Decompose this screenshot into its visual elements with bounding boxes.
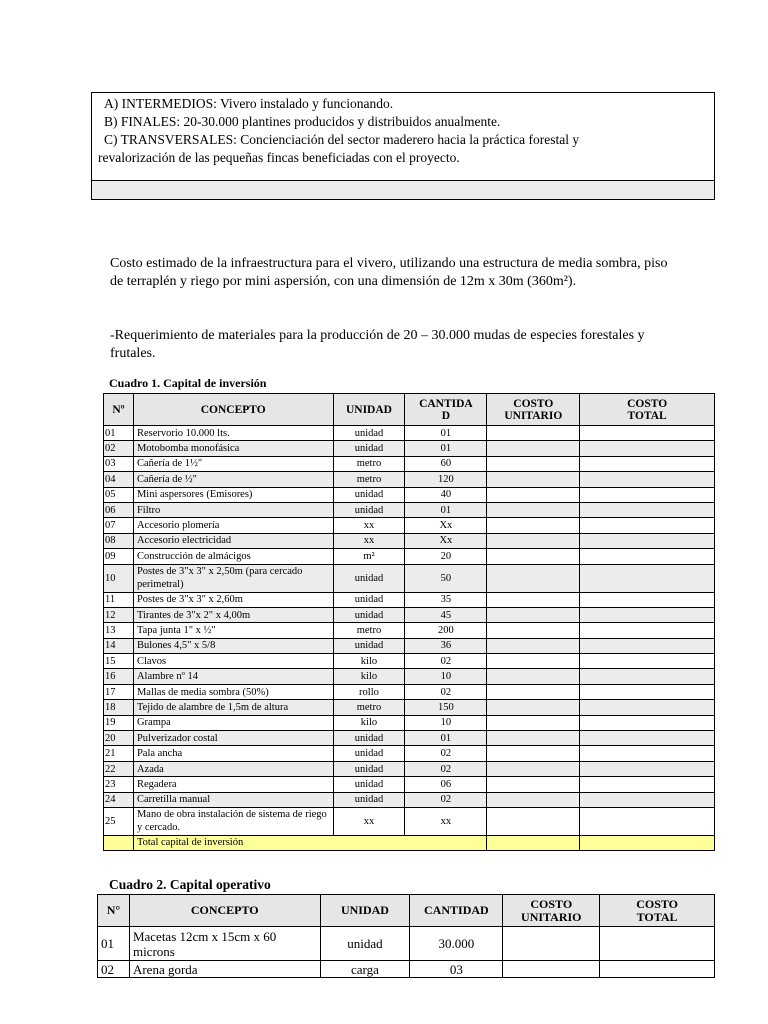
row-quantity: xx: [405, 807, 487, 835]
table-row: [104, 487, 715, 502]
row-quantity: 10: [405, 715, 487, 730]
header-total-cost: COSTO TOTAL: [600, 895, 715, 927]
row-quantity: 30.000: [410, 927, 503, 961]
row-quantity: 06: [405, 777, 487, 792]
investment-capital-table: [103, 393, 715, 851]
row-concept: Tapa junta 1" x ½": [133, 623, 333, 638]
row-unit-cost: [487, 700, 580, 715]
row-unit: unidad: [333, 777, 405, 792]
row-number: 06: [104, 502, 134, 517]
row-unit: metro: [333, 472, 405, 487]
row-concept: Mini aspersores (Emisores): [133, 487, 333, 502]
row-number: 25: [104, 807, 134, 835]
row-total-cost: [580, 684, 715, 699]
row-number: 02: [104, 441, 134, 456]
row-quantity: 02: [405, 761, 487, 776]
row-quantity: 02: [405, 654, 487, 669]
row-quantity: 01: [405, 731, 487, 746]
result-final: B) FINALES: 20-30.000 plantines producidos y distribuidos anualmente.: [104, 114, 501, 129]
row-unit: xx: [333, 533, 405, 548]
row-total-cost: [580, 487, 715, 502]
row-number: 21: [104, 746, 134, 761]
row-number: 11: [104, 592, 134, 607]
row-unit-cost: [487, 654, 580, 669]
row-unit-cost: [487, 623, 580, 638]
row-total-cost: [600, 927, 715, 961]
row-unit-cost: [503, 961, 600, 978]
row-unit: metro: [333, 456, 405, 471]
row-number: 10: [104, 564, 134, 592]
row-unit-cost: [487, 487, 580, 502]
row-number: 18: [104, 700, 134, 715]
row-total-cost: [580, 502, 715, 517]
row-total-cost: [580, 792, 715, 807]
row-concept: Cañería de 1½": [133, 456, 333, 471]
total-row: [104, 835, 715, 850]
row-quantity: 02: [405, 684, 487, 699]
row-unit-cost: [487, 502, 580, 517]
row-total-cost: [580, 441, 715, 456]
row-unit: unidad: [333, 792, 405, 807]
row-quantity: 35: [405, 592, 487, 607]
header-number: N°: [98, 895, 130, 927]
row-total-cost: [580, 669, 715, 684]
row-total-cost: [580, 607, 715, 622]
result-intermediate: A) INTERMEDIOS: Vivero instalado y funcionando.: [104, 96, 394, 111]
row-concept: Arena gorda: [129, 961, 320, 978]
row-total-cost: [580, 731, 715, 746]
infrastructure-cost-paragraph: Costo estimado de la infraestructura para el vivero, utilizando una estructura de media sombra, piso de terraplén y riego por mini aspersión, con una dimensión de 12m x 30m (360m²).: [110, 256, 668, 289]
row-number: 19: [104, 715, 134, 730]
row-unit: xx: [333, 518, 405, 533]
row-unit: kilo: [333, 669, 405, 684]
row-unit-cost: [487, 638, 580, 653]
row-total-cost: [580, 564, 715, 592]
row-concept: Postes de 3"x 3" x 2,60m: [133, 592, 333, 607]
row-concept: Postes de 3"x 3" x 2,50m (para cercado perimetral): [133, 564, 333, 592]
table-row: [104, 564, 715, 592]
row-quantity: 40: [405, 487, 487, 502]
row-total-cost: [580, 715, 715, 730]
row-total-cost: [580, 623, 715, 638]
row-quantity: 50: [405, 564, 487, 592]
row-number: 12: [104, 607, 134, 622]
table-row: [104, 715, 715, 730]
row-unit-cost: [487, 518, 580, 533]
row-unit-cost: [487, 715, 580, 730]
row-concept: Grampa: [133, 715, 333, 730]
row-unit: unidad: [333, 607, 405, 622]
header-quantity: CANTIDA D: [405, 394, 487, 426]
row-quantity: 02: [405, 746, 487, 761]
table-row: [104, 456, 715, 471]
row-unit-cost: [487, 441, 580, 456]
row-unit: xx: [333, 807, 405, 835]
row-unit: unidad: [333, 638, 405, 653]
results-content: [92, 93, 714, 181]
table-row: [98, 961, 715, 978]
row-total-cost: [580, 549, 715, 564]
row-number: 23: [104, 777, 134, 792]
row-concept: Accesorio plomería: [133, 518, 333, 533]
row-total-cost: [580, 746, 715, 761]
row-concept: Reservorio 10.000 lts.: [133, 426, 333, 441]
row-total-cost: [580, 777, 715, 792]
row-number: 14: [104, 638, 134, 653]
row-number: 03: [104, 456, 134, 471]
row-unit: unidad: [333, 441, 405, 456]
row-quantity: 01: [405, 441, 487, 456]
row-number: 07: [104, 518, 134, 533]
row-unit-cost: [503, 927, 600, 961]
table-row: [104, 441, 715, 456]
row-unit: carga: [320, 961, 410, 978]
table-row: [104, 807, 715, 835]
row-unit-cost: [487, 684, 580, 699]
row-unit: rollo: [333, 684, 405, 699]
header-concept: CONCEPTO: [129, 895, 320, 927]
row-quantity: Xx: [405, 518, 487, 533]
table1-header-row: [104, 394, 715, 426]
row-unit: unidad: [333, 592, 405, 607]
total-label: Total capital de inversión: [133, 835, 486, 850]
row-unit-cost: [487, 592, 580, 607]
row-concept: Clavos: [133, 654, 333, 669]
row-unit-cost: [487, 607, 580, 622]
table1-caption: Cuadro 1. Capital de inversión: [109, 376, 267, 390]
row-unit: unidad: [333, 564, 405, 592]
row-concept: Alambre nº 14: [133, 669, 333, 684]
header-unit: UNIDAD: [333, 394, 405, 426]
row-quantity: 01: [405, 502, 487, 517]
row-unit: unidad: [333, 502, 405, 517]
row-concept: Mallas de media sombra (50%): [133, 684, 333, 699]
row-concept: Accesorio electricidad: [133, 533, 333, 548]
row-number: 04: [104, 472, 134, 487]
table-row: [104, 502, 715, 517]
row-concept: Construcción de almácigos: [133, 549, 333, 564]
table-row: [104, 731, 715, 746]
row-quantity: Xx: [405, 533, 487, 548]
row-total-cost: [580, 700, 715, 715]
table-row: [104, 549, 715, 564]
row-unit: metro: [333, 700, 405, 715]
row-total-cost: [580, 472, 715, 487]
row-number: 01: [98, 927, 130, 961]
row-quantity: 10: [405, 669, 487, 684]
row-concept: Carretilla manual: [133, 792, 333, 807]
row-concept: Filtro: [133, 502, 333, 517]
header-number: Nº: [104, 394, 134, 426]
row-concept: Pala ancha: [133, 746, 333, 761]
row-concept: Pulverizador costal: [133, 731, 333, 746]
row-quantity: 02: [405, 792, 487, 807]
row-unit: unidad: [333, 761, 405, 776]
row-total-cost: [580, 426, 715, 441]
row-quantity: 200: [405, 623, 487, 638]
table-row: [104, 777, 715, 792]
results-box: [91, 92, 715, 200]
row-quantity: 45: [405, 607, 487, 622]
row-concept: Bulones 4,5" x 5/8: [133, 638, 333, 653]
row-unit-cost: [487, 472, 580, 487]
row-number: 15: [104, 654, 134, 669]
row-number: 22: [104, 761, 134, 776]
header-unit-cost: COSTO UNITARIO: [503, 895, 600, 927]
row-concept: Macetas 12cm x 15cm x 60 microns: [129, 927, 320, 961]
row-concept: Tejido de alambre de 1,5m de altura: [133, 700, 333, 715]
row-unit: unidad: [333, 746, 405, 761]
row-concept: Cañería de ½": [133, 472, 333, 487]
result-transversal-continued: revalorización de las pequeñas fincas beneficiadas con el proyecto.: [98, 150, 460, 165]
table-row: [104, 700, 715, 715]
total-cost-cell: [580, 835, 715, 850]
row-concept: Regadera: [133, 777, 333, 792]
total-number-cell: [104, 835, 134, 850]
row-total-cost: [580, 638, 715, 653]
row-unit-cost: [487, 426, 580, 441]
row-unit-cost: [487, 792, 580, 807]
table-row: [104, 684, 715, 699]
table-row: [104, 518, 715, 533]
table-row: [104, 669, 715, 684]
row-number: 01: [104, 426, 134, 441]
table2-header-row: [98, 895, 715, 927]
results-empty-row: [92, 180, 714, 199]
table-row: [104, 792, 715, 807]
row-unit-cost: [487, 456, 580, 471]
row-unit-cost: [487, 777, 580, 792]
row-quantity: 150: [405, 700, 487, 715]
row-total-cost: [580, 654, 715, 669]
table-row: [104, 426, 715, 441]
row-unit: unidad: [320, 927, 410, 961]
row-unit-cost: [487, 731, 580, 746]
row-total-cost: [580, 533, 715, 548]
row-total-cost: [580, 456, 715, 471]
row-number: 02: [98, 961, 130, 978]
row-unit-cost: [487, 807, 580, 835]
row-concept: Motobomba monofásica: [133, 441, 333, 456]
row-number: 13: [104, 623, 134, 638]
header-unit-cost: COSTO UNITARIO: [487, 394, 580, 426]
row-total-cost: [600, 961, 715, 978]
table-row: [104, 533, 715, 548]
row-number: 08: [104, 533, 134, 548]
row-quantity: 20: [405, 549, 487, 564]
row-unit: unidad: [333, 487, 405, 502]
header-quantity: CANTIDAD: [410, 895, 503, 927]
header-unit: UNIDAD: [320, 895, 410, 927]
row-unit-cost: [487, 669, 580, 684]
row-quantity: 01: [405, 426, 487, 441]
row-unit-cost: [487, 746, 580, 761]
row-number: 24: [104, 792, 134, 807]
table-row: [104, 607, 715, 622]
row-unit: unidad: [333, 426, 405, 441]
table-row: [104, 654, 715, 669]
row-total-cost: [580, 518, 715, 533]
materials-requirement-paragraph: -Requerimiento de materiales para la producción de 20 – 30.000 mudas de especies forestales y frutales.: [110, 328, 645, 361]
row-unit: unidad: [333, 731, 405, 746]
header-concept: CONCEPTO: [133, 394, 333, 426]
header-total-cost: COSTO TOTAL: [580, 394, 715, 426]
row-unit-cost: [487, 761, 580, 776]
operating-capital-table: [97, 894, 715, 978]
table-row: [104, 761, 715, 776]
total-unit-cost-cell: [487, 835, 580, 850]
row-unit: kilo: [333, 654, 405, 669]
result-transversal: C) TRANSVERSALES: Concienciación del sector maderero hacia la práctica forestal y: [104, 132, 580, 147]
table-row: [98, 927, 715, 961]
row-quantity: 60: [405, 456, 487, 471]
row-number: 09: [104, 549, 134, 564]
row-number: 20: [104, 731, 134, 746]
row-total-cost: [580, 807, 715, 835]
row-unit-cost: [487, 533, 580, 548]
table-row: [104, 623, 715, 638]
table-row: [104, 638, 715, 653]
table-row: [104, 746, 715, 761]
row-quantity: 03: [410, 961, 503, 978]
row-number: 17: [104, 684, 134, 699]
row-total-cost: [580, 592, 715, 607]
row-unit: m²: [333, 549, 405, 564]
table-row: [104, 472, 715, 487]
row-number: 05: [104, 487, 134, 502]
row-quantity: 36: [405, 638, 487, 653]
table2-caption: Cuadro 2. Capital operativo: [109, 877, 271, 892]
row-concept: Mano de obra instalación de sistema de riego y cercado.: [133, 807, 333, 835]
row-concept: Azada: [133, 761, 333, 776]
row-unit-cost: [487, 564, 580, 592]
row-number: 16: [104, 669, 134, 684]
row-unit: kilo: [333, 715, 405, 730]
row-unit-cost: [487, 549, 580, 564]
table-row: [104, 592, 715, 607]
row-unit: metro: [333, 623, 405, 638]
row-quantity: 120: [405, 472, 487, 487]
row-concept: Tirantes de 3"x 2" x 4,00m: [133, 607, 333, 622]
row-total-cost: [580, 761, 715, 776]
